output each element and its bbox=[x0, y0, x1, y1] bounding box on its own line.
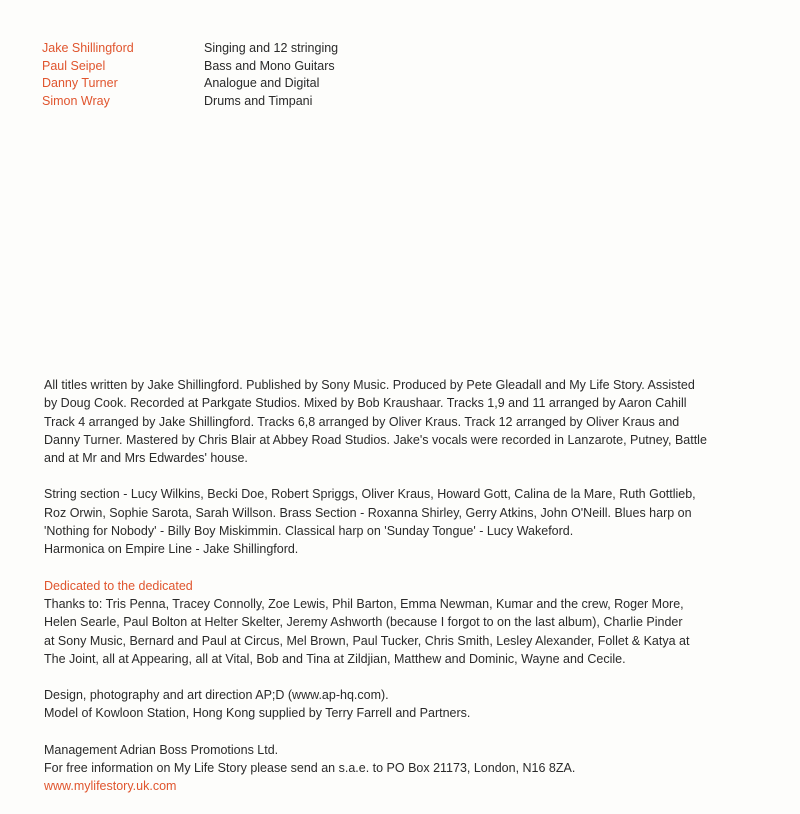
liner-notes bbox=[44, 376, 784, 814]
text-line: by Doug Cook. Recorded at Parkgate Studios. Mixed by Bob Kraushaar. Tracks 1,9 and 11 arranged by Aaron Cahill bbox=[44, 396, 687, 411]
text-line: Harmonica on Empire Line - Jake Shillingford. bbox=[44, 542, 299, 557]
text-line: The Joint, all at Appearing, all at Vital, Bob and Tina at Zildjian, Matthew and Dominic, Wayne and Cecile. bbox=[44, 651, 626, 666]
member-role: Bass and Mono Guitars bbox=[204, 58, 335, 73]
text-line: Design, photography and art direction AP;D (www.ap-hq.com). bbox=[44, 688, 389, 703]
management-info bbox=[44, 741, 784, 796]
member-role: Analogue and Digital bbox=[204, 76, 320, 90]
dedication-heading: Dedicated to the dedicated bbox=[44, 578, 193, 593]
text-line: All titles written by Jake Shillingford. Published by Sony Music. Produced by Pete Gleadall and My Life Story. Assisted bbox=[44, 378, 695, 392]
text-line: 'Nothing for Nobody' - Billy Boy Miskimmin. Classical harp on 'Sunday Tongue' - Lucy Wakeford. bbox=[44, 524, 574, 539]
member-role: Drums and Timpani bbox=[204, 93, 313, 108]
text-line: and at Mr and Mrs Edwardes' house. bbox=[44, 451, 248, 466]
website-link[interactable]: www.mylifestory.uk.com bbox=[44, 779, 177, 794]
member-name: Paul Seipel bbox=[42, 58, 106, 73]
credit-row bbox=[42, 75, 338, 93]
member-name: Danny Turner bbox=[42, 76, 118, 90]
member-name: Jake Shillingford bbox=[42, 41, 134, 55]
credit-row bbox=[42, 58, 338, 76]
thanks-section bbox=[44, 577, 784, 668]
text-line: For free information on My Life Story please send an s.a.e. to PO Box 21173, London, N16 8ZA. bbox=[44, 761, 576, 776]
credit-row bbox=[42, 93, 338, 111]
band-member-credits bbox=[42, 40, 338, 110]
text-line: Thanks to: Tris Penna, Tracey Connolly, Zoe Lewis, Phil Barton, Emma Newman, Kumar and the crew, Roger More, bbox=[44, 596, 684, 611]
production-credits bbox=[44, 376, 784, 467]
text-line: Model of Kowloon Station, Hong Kong supplied by Terry Farrell and Partners. bbox=[44, 706, 471, 721]
text-line: String section - Lucy Wilkins, Becki Doe, Robert Spriggs, Oliver Kraus, Howard Gott, Calina de la Mare, Ruth Gottlieb, bbox=[44, 487, 696, 502]
member-name: Simon Wray bbox=[42, 93, 110, 108]
text-line: Roz Orwin, Sophie Sarota, Sarah Willson. Brass Section - Roxanna Shirley, Gerry Atkins, John O'Neill. Blues harp on bbox=[44, 505, 692, 520]
text-line: Helen Searle, Paul Bolton at Helter Skelter, Jeremy Ashworth (because I forgot to on the last album), Charlie Pinder bbox=[44, 615, 683, 630]
text-line: Management Adrian Boss Promotions Ltd. bbox=[44, 742, 279, 757]
text-line: Track 4 arranged by Jake Shillingford. Tracks 6,8 arranged by Oliver Kraus. Track 12 arranged by Oliver Kraus and bbox=[44, 414, 680, 429]
credit-row bbox=[42, 40, 338, 58]
text-line: at Sony Music, Bernard and Paul at Circus, Mel Brown, Paul Tucker, Chris Smith, Lesley Alexander, Follet & Katya at bbox=[44, 633, 690, 648]
member-role: Singing and 12 stringing bbox=[204, 41, 339, 55]
text-line: Danny Turner. Mastered by Chris Blair at Abbey Road Studios. Jake's vocals were recorded in Lanzarote, Putney, Battle bbox=[44, 432, 707, 447]
design-credits bbox=[44, 686, 784, 723]
musician-credits bbox=[44, 485, 784, 558]
